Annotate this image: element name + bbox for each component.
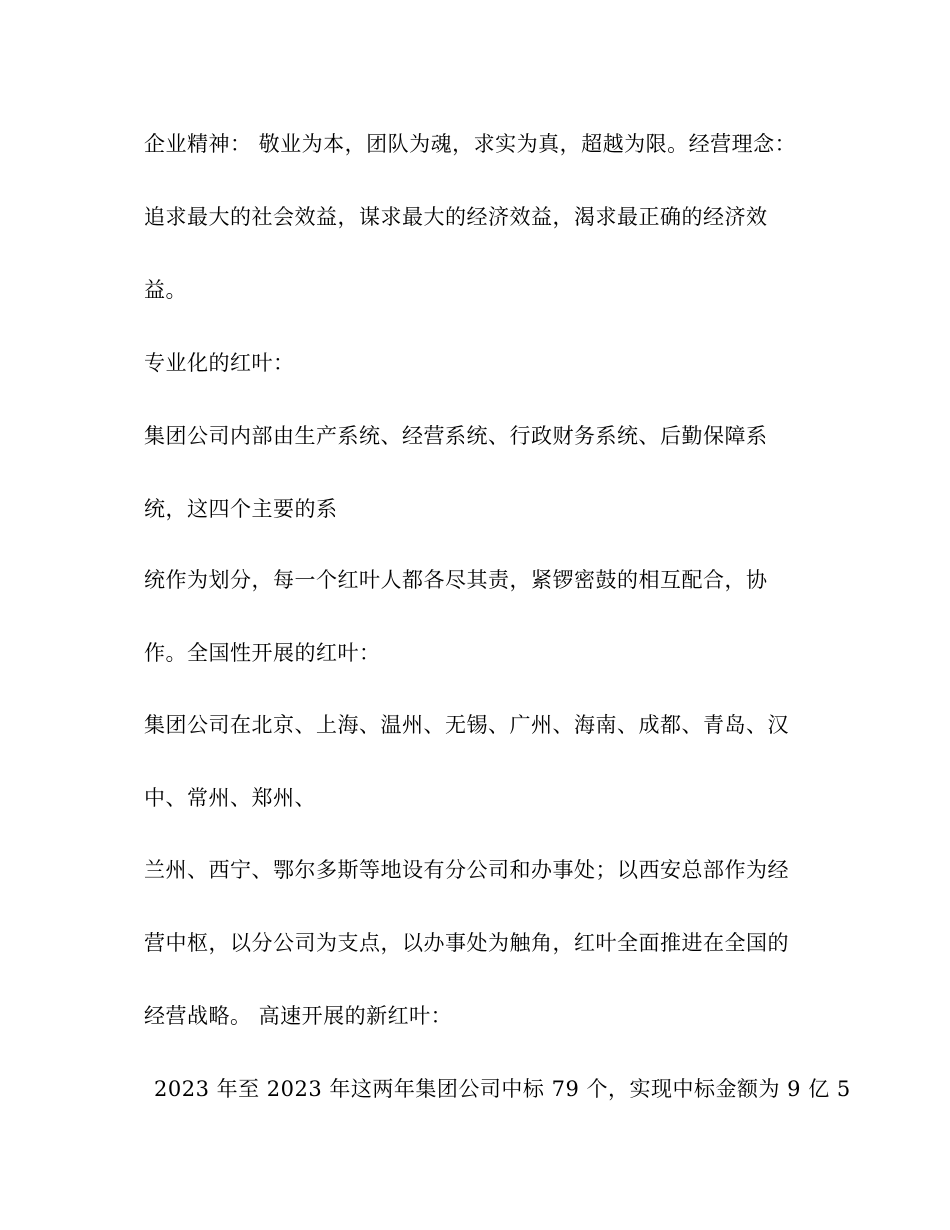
paragraph-line: 中、常州、郑州、 [144,786,316,810]
paragraph-line: 集团公司在北京、上海、温州、无锡、广州、海南、成都、青岛、汉 [144,713,789,737]
section-heading: 专业化的红叶： [144,351,295,375]
paragraph-line: 统，这四个主要的系 [144,497,338,521]
paragraph-line: 2023 年至 2023 年这两年集团公司中标 79 个，实现中标金额为 9 亿 5 [154,1077,851,1101]
paragraph-line: 集团公司内部由生产系统、经营系统、行政财务系统、后勤保障系 [144,424,768,448]
paragraph-line: 追求最大的社会效益，谋求最大的经济效益，渴求最正确的经济效 [144,205,768,229]
paragraph-line: 营中枢，以分公司为支点，以办事处为触角，红叶全面推进在全国的 [144,931,789,955]
paragraph-line: 益。 [144,278,187,302]
paragraph-line: 统作为划分，每一个红叶人都各尽其责，紧锣密鼓的相互配合，协 [144,568,768,592]
paragraph-line: 经营战略。 高速开展的新红叶： [144,1004,453,1028]
paragraph-line: 企业精神： 敬业为本，团队为魂，求实为真，超越为限。经营理念： [144,132,797,156]
paragraph-line: 作。全国性开展的红叶： [144,641,381,665]
paragraph-line: 兰州、西宁、鄂尔多斯等地设有分公司和办事处；以西安总部作为经 [144,858,789,882]
